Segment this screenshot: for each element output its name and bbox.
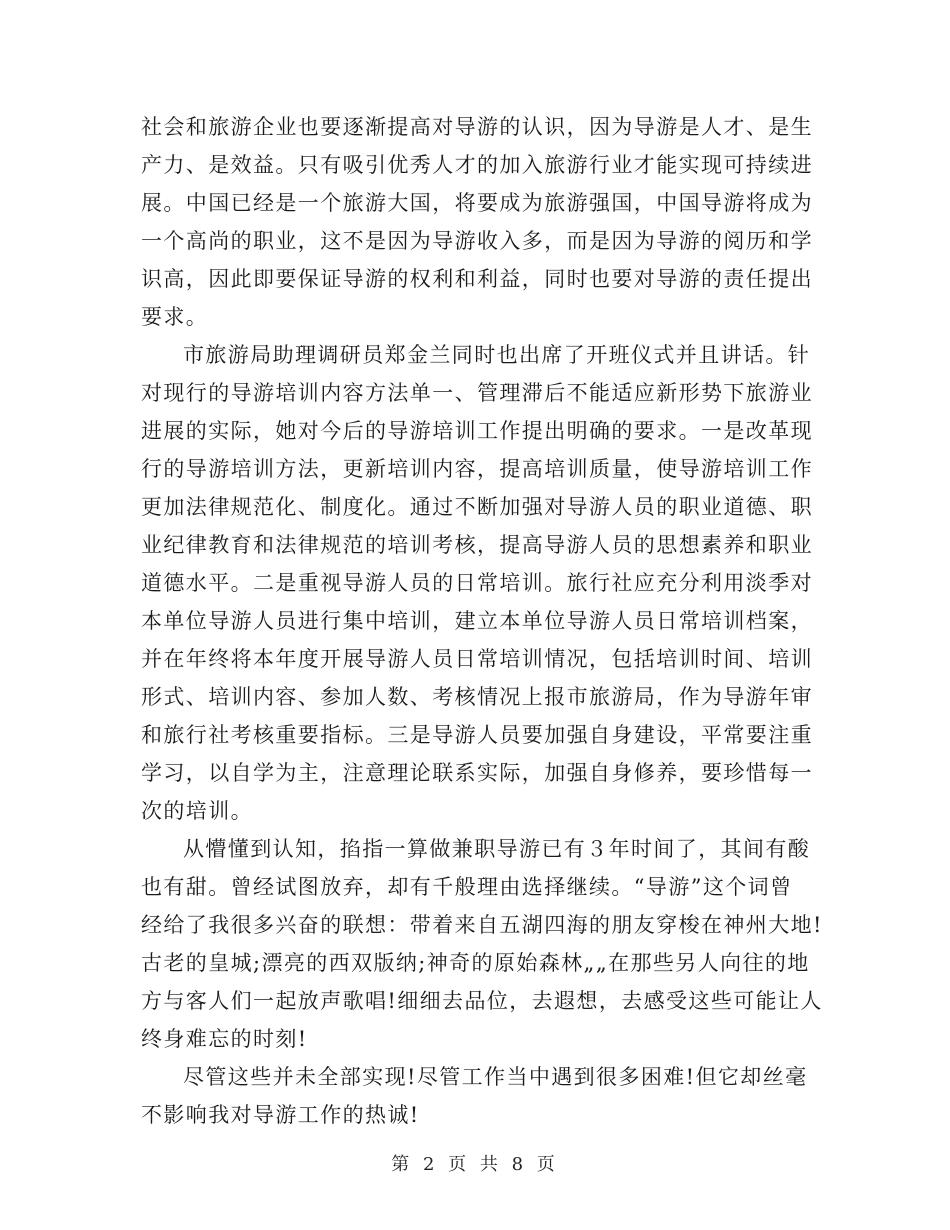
text-line: 终身难忘的时刻! bbox=[141, 1027, 308, 1051]
text-line: 古老的皇城;漂亮的西双版纳;神奇的原始森林„„在那些另人向往的地 bbox=[141, 951, 810, 975]
text-line: 进展的实际，她对今后的导游培训工作提出明确的要求。一是改革现 bbox=[141, 419, 813, 443]
text-line: 形式、培训内容、参加人数、考核情况上报市旅游局，作为导游年审 bbox=[141, 685, 813, 709]
text-line: 业纪律教育和法律规范的培训考核，提高导游人员的思想素养和职业 bbox=[141, 533, 813, 557]
text-line: 本单位导游人员进行集中培训，建立本单位导游人员日常培训档案， bbox=[141, 609, 813, 633]
text-line: 展。中国已经是一个旅游大国，将要成为旅游强国，中国导游将成为 bbox=[141, 191, 813, 215]
text-line: 不影响我对导游工作的热诚! bbox=[141, 1103, 420, 1127]
text-line: 学习，以自学为主，注意理论联系实际，加强自身修养，要珍惜每一 bbox=[141, 761, 813, 785]
text-line: 次的培训。 bbox=[141, 799, 253, 823]
text-line: 社会和旅游企业也要逐渐提高对导游的认识，因为导游是人才、是生 bbox=[141, 115, 813, 139]
text-line: 和旅行社考核重要指标。三是导游人员要加强自身建设，平常要注重 bbox=[141, 723, 813, 747]
page-number-footer: 第 2 页 共 8 页 bbox=[391, 1154, 559, 1175]
text-line: 产力、是效益。只有吸引优秀人才的加入旅游行业才能实现可持续进 bbox=[141, 153, 813, 177]
text-line: 对现行的导游培训内容方法单一、管理滞后不能适应新形势下旅游业 bbox=[141, 381, 813, 405]
text-line: 方与客人们一起放声歌唱!细细去品位，去遐想，去感受这些可能让人 bbox=[141, 989, 823, 1013]
text-line: 识高，因此即要保证导游的权利和利益，同时也要对导游的责任提出 bbox=[141, 267, 813, 291]
text-line: 市旅游局助理调研员郑金兰同时也出席了开班仪式并且讲话。针 bbox=[183, 343, 811, 367]
text-line: 也有甜。曾经试图放弃，却有千般理由选择继续。“导游”这个词曾 bbox=[141, 875, 793, 899]
text-line: 并在年终将本年度开展导游人员日常培训情况，包括培训时间、培训 bbox=[141, 647, 813, 671]
text-line: 行的导游培训方法，更新培训内容，提高培训质量，使导游培训工作 bbox=[141, 457, 813, 481]
text-line: 经给了我很多兴奋的联想：带着来自五湖四海的朋友穿梭在神州大地! bbox=[141, 913, 823, 937]
text-line: 从懵懂到认知，掐指一算做兼职导游已有３年时间了，其间有酸 bbox=[183, 837, 811, 861]
text-line: 要求。 bbox=[141, 305, 209, 329]
body-text bbox=[141, 108, 823, 1134]
text-line: 更加法律规范化、制度化。通过不断加强对导游人员的职业道德、职 bbox=[141, 495, 813, 519]
text-line: 一个高尚的职业，这不是因为导游收入多，而是因为导游的阅历和学 bbox=[141, 229, 813, 253]
text-line: 道德水平。二是重视导游人员的日常培训。旅行社应充分利用淡季对 bbox=[141, 571, 813, 595]
text-line: 尽管这些并未全部实现!尽管工作当中遇到很多困难!但它却丝毫 bbox=[183, 1065, 808, 1089]
